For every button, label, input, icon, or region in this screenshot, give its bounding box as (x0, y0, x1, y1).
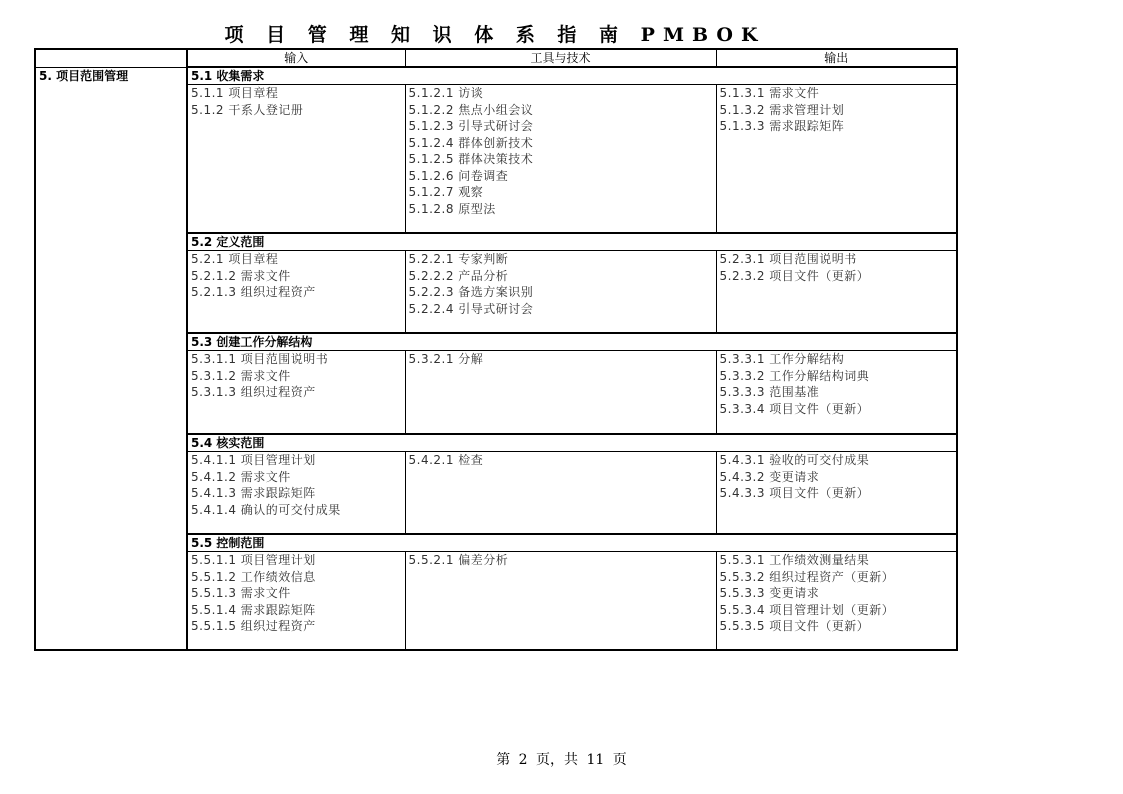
list-item: 5.4.2.1 检查 (408, 453, 484, 467)
list-item: 5.4.1.1 项目管理计划 (191, 453, 316, 467)
itto-table (34, 48, 958, 651)
list-item: 5.1.2.1 访谈 (408, 86, 484, 100)
header-input: 输入 (187, 49, 405, 67)
footer-suffix: 页 (612, 752, 627, 768)
list-item: 5.1.3.1 需求文件 (719, 86, 820, 100)
list-item: 5.3.1.2 需求文件 (191, 368, 291, 383)
list-item: 5.5.1.2 工作绩效信息 (191, 569, 316, 584)
list-item: 5.2.2.1 专家判断 (408, 252, 509, 266)
section-title: 5.1 收集需求 (187, 67, 957, 85)
page-footer (0, 750, 1123, 770)
list-item: 5.4.1.3 需求跟踪矩阵 (191, 486, 316, 500)
list-item: 5.1.2.4 群体创新技术 (408, 135, 534, 150)
list-item: 5.1.2.8 原型法 (408, 201, 496, 216)
inputs-cell (187, 351, 405, 435)
list-item: 5.5.1.4 需求跟踪矩阵 (191, 602, 316, 617)
section-title: 5.2 定义范围 (187, 233, 957, 251)
section-title: 5.5 控制范围 (187, 534, 957, 552)
knowledge-area-label: 5. 项目范围管理 (35, 67, 187, 650)
list-item: 5.1.2.7 观察 (408, 185, 484, 199)
inputs-cell (187, 251, 405, 334)
list-item: 5.5.3.3 变更请求 (719, 586, 820, 600)
list-item: 5.2.1.3 组织过程资产 (191, 285, 316, 299)
list-item: 5.4.3.2 变更请求 (719, 469, 820, 484)
footer-page-number: 2 (518, 752, 528, 768)
tools-cell (405, 251, 716, 334)
section-title: 5.3 创建工作分解结构 (187, 333, 957, 351)
list-item: 5.1.2 干系人登记册 (191, 102, 304, 117)
list-item: 5.4.3.3 项目文件（更新） (719, 486, 870, 500)
footer-middle: 页，共 (536, 752, 579, 768)
list-item: 5.3.1.1 项目范围说明书 (191, 352, 329, 366)
outputs-cell (716, 552, 957, 651)
list-item: 5.1.2.5 群体决策技术 (408, 152, 534, 166)
list-item: 5.5.3.4 项目管理计划（更新） (719, 602, 895, 617)
list-item: 5.1.3.3 需求跟踪矩阵 (719, 119, 845, 133)
list-item: 5.2.2.2 产品分析 (408, 268, 509, 283)
list-item: 5.2.1.2 需求文件 (191, 268, 291, 283)
list-item: 5.5.1.5 组织过程资产 (191, 619, 316, 633)
list-item: 5.3.3.4 项目文件（更新） (719, 401, 870, 416)
tools-cell (405, 452, 716, 535)
tools-cell (405, 552, 716, 651)
list-item: 5.4.1.4 确认的可交付成果 (191, 502, 341, 517)
list-item: 5.1.2.3 引导式研讨会 (408, 119, 534, 133)
list-item: 5.5.1.1 项目管理计划 (191, 553, 316, 567)
list-item: 5.1.3.2 需求管理计划 (719, 102, 845, 117)
list-item: 5.5.3.1 工作绩效测量结果 (719, 553, 870, 567)
outputs-cell (716, 85, 957, 234)
header-tools: 工具与技术 (405, 49, 716, 67)
list-item: 5.2.2.3 备选方案识别 (408, 285, 534, 299)
section-title: 5.4 核实范围 (187, 434, 957, 452)
page-title: 项 目 管 理 知 识 体 系 指 南 PMBOK (224, 24, 766, 46)
section-title-row (35, 67, 957, 85)
list-item: 5.1.2.6 问卷调查 (408, 168, 509, 183)
header-blank (35, 49, 187, 67)
list-item: 5.3.3.2 工作分解结构词典 (719, 368, 870, 383)
header-output: 输出 (716, 49, 957, 67)
list-item: 5.4.3.1 验收的可交付成果 (719, 453, 870, 467)
list-item: 5.3.1.3 组织过程资产 (191, 385, 316, 399)
list-item: 5.2.3.2 项目文件（更新） (719, 268, 870, 283)
list-item: 5.1.2.2 焦点小组会议 (408, 102, 534, 117)
list-item: 5.5.3.2 组织过程资产（更新） (719, 569, 895, 584)
list-item: 5.5.1.3 需求文件 (191, 586, 291, 600)
list-item: 5.1.1 项目章程 (191, 86, 279, 100)
list-item: 5.2.3.1 项目范围说明书 (719, 252, 857, 266)
list-item: 5.2.2.4 引导式研讨会 (408, 301, 534, 316)
footer-prefix: 第 (496, 752, 511, 768)
header-row (35, 49, 957, 67)
list-item: 5.4.1.2 需求文件 (191, 469, 291, 484)
footer-total-pages: 11 (586, 752, 605, 768)
outputs-cell (716, 251, 957, 334)
outputs-cell (716, 452, 957, 535)
inputs-cell (187, 85, 405, 234)
list-item: 5.5.3.5 项目文件（更新） (719, 619, 870, 633)
list-item: 5.2.1 项目章程 (191, 252, 279, 266)
inputs-cell (187, 452, 405, 535)
list-item: 5.5.2.1 偏差分析 (408, 553, 509, 567)
inputs-cell (187, 552, 405, 651)
list-item: 5.3.3.1 工作分解结构 (719, 352, 845, 366)
list-item: 5.3.3.3 范围基准 (719, 385, 820, 399)
list-item: 5.3.2.1 分解 (408, 352, 484, 366)
outputs-cell (716, 351, 957, 435)
tools-cell (405, 351, 716, 435)
tools-cell (405, 85, 716, 234)
